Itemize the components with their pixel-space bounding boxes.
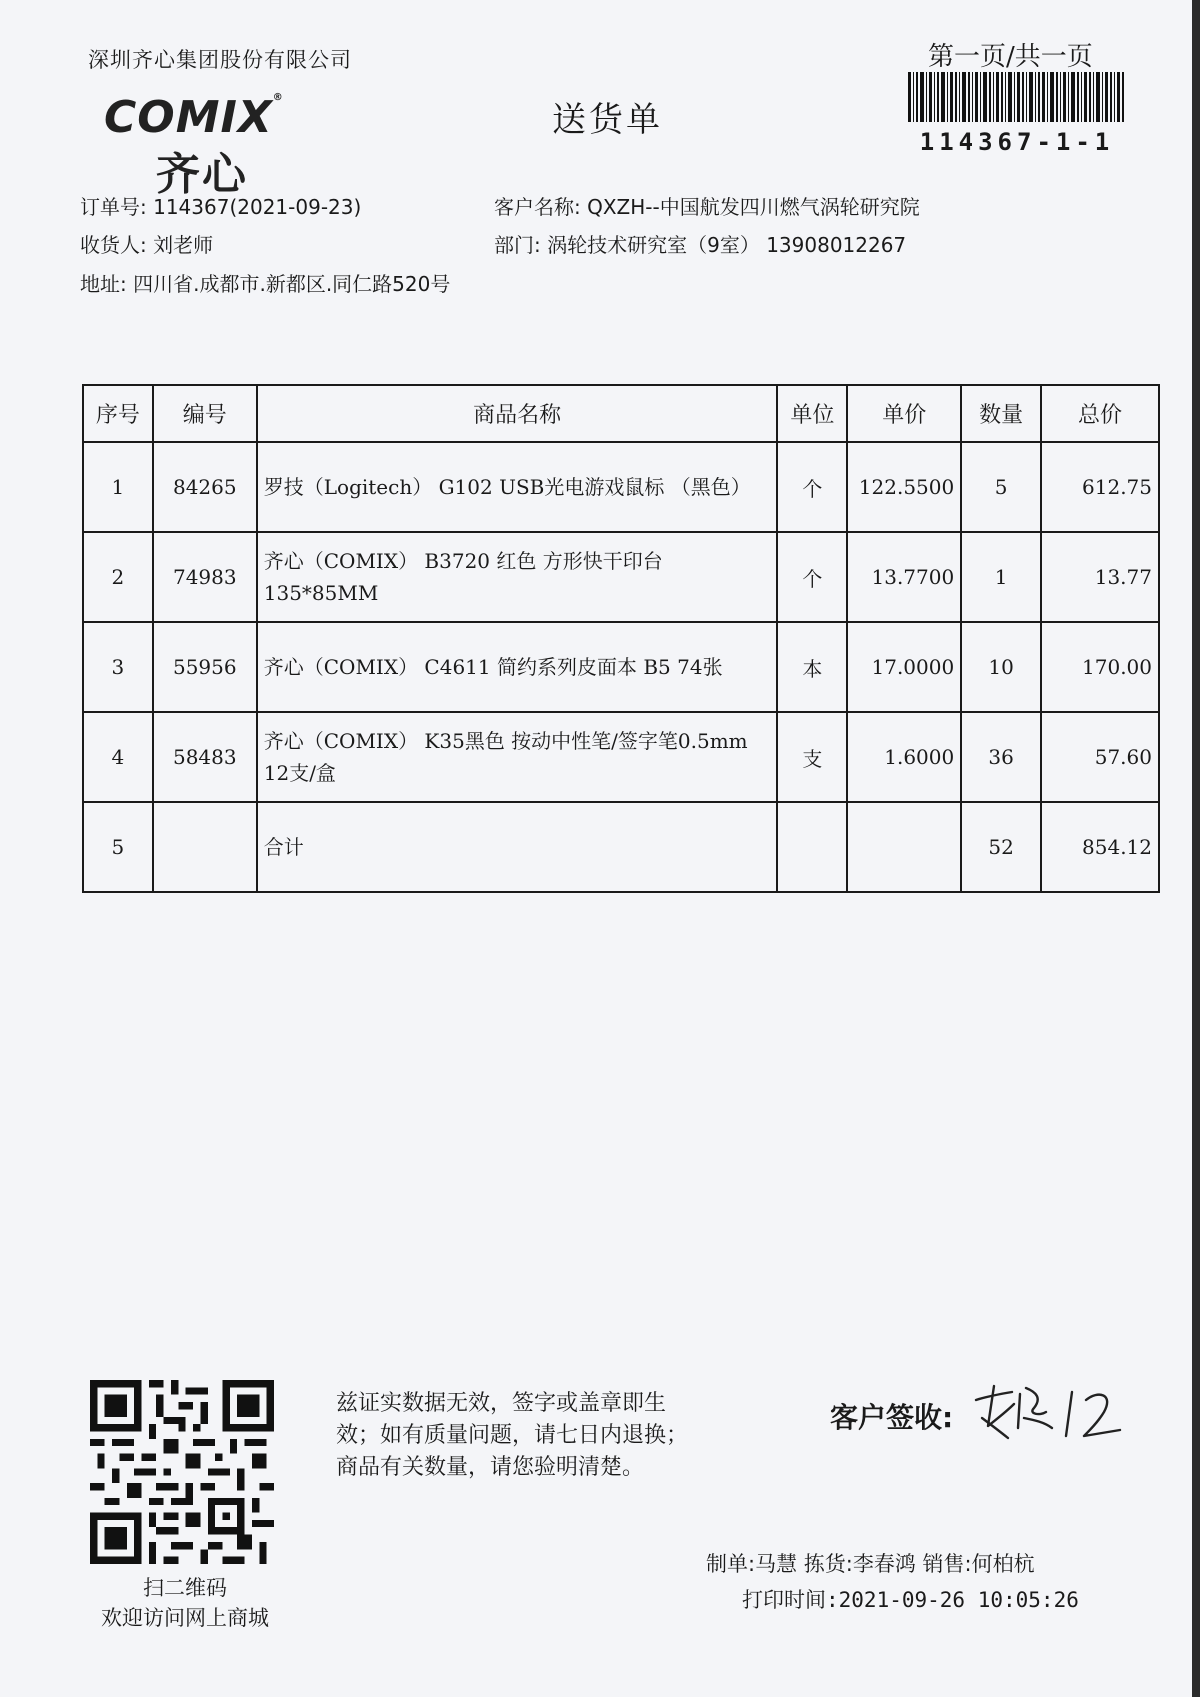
- customer-name: [494, 191, 920, 220]
- table-total-row: [83, 802, 1159, 892]
- header-seq: 序号: [83, 385, 153, 442]
- barcode-number: 114367-1-1: [919, 128, 1115, 156]
- customer-label: 客户名称:: [494, 195, 581, 219]
- document-title: 送货单: [552, 100, 663, 140]
- handwritten-signature: [968, 1378, 1128, 1448]
- department: [494, 229, 906, 258]
- table-row: [83, 442, 1159, 532]
- cell-unit-price: 122.5500: [847, 442, 961, 532]
- cell-total: 13.77: [1041, 532, 1159, 622]
- cell-unit: 本: [777, 622, 847, 712]
- cell-grand-total: 854.12: [1041, 802, 1159, 892]
- cell-unit-price: 17.0000: [847, 622, 961, 712]
- header-quantity: 数量: [961, 385, 1041, 442]
- cell-code: 74983: [153, 532, 257, 622]
- cell-quantity: 10: [961, 622, 1041, 712]
- print-time: 打印时间:2021-09-26 10:05:26: [742, 1588, 1079, 1612]
- cell-code: 84265: [153, 442, 257, 532]
- cell-product-name: 罗技（Logitech） G102 USB光电游戏鼠标 （黑色）: [257, 442, 778, 532]
- cell-seq: 5: [83, 802, 153, 892]
- cell-seq: 1: [83, 442, 153, 532]
- cell-code: 58483: [153, 712, 257, 802]
- table-row: [83, 622, 1159, 712]
- cell-quantity: 1: [961, 532, 1041, 622]
- cell-unit-price: 1.6000: [847, 712, 961, 802]
- receiver: [80, 229, 213, 258]
- cell-unit: 支: [777, 712, 847, 802]
- qr-caption: 扫二维码 欢迎访问网上商城: [101, 1576, 269, 1630]
- receiver-label: 收货人:: [80, 233, 147, 257]
- cell-total-label: 合计: [257, 802, 778, 892]
- cell-quantity: 5: [961, 442, 1041, 532]
- cell-total: 57.60: [1041, 712, 1159, 802]
- order-value: 114367(2021-09-23): [153, 195, 362, 219]
- table-header-row: [83, 385, 1159, 442]
- department-label: 部门:: [494, 233, 541, 257]
- department-value: 涡轮技术研究室（9室） 13908012267: [547, 233, 907, 257]
- cell-total: 612.75: [1041, 442, 1159, 532]
- cell-seq: 2: [83, 532, 153, 622]
- customer-value: QXZH--中国航发四川燃气涡轮研究院: [587, 195, 920, 219]
- receiver-value: 刘老师: [153, 233, 214, 257]
- page-indicator: 第一页/共一页: [928, 42, 1093, 72]
- table-row: [83, 532, 1159, 622]
- cell-seq: 4: [83, 712, 153, 802]
- address: [80, 268, 450, 297]
- address-value: 四川省.成都市.新都区.同仁路520号: [133, 272, 451, 296]
- cell-product-name: 齐心（COMIX） C4611 简约系列皮面本 B5 74张: [257, 622, 778, 712]
- cell-total: 170.00: [1041, 622, 1159, 712]
- items-table: [82, 384, 1160, 893]
- comix-logo-cn: 齐心: [156, 149, 248, 200]
- header-unit: 单位: [777, 385, 847, 442]
- cell-unit: 个: [777, 442, 847, 532]
- staff-info: 制单:马慧 拣货:李春鸿 销售:何柏杭: [706, 1552, 1035, 1576]
- cell-code: [153, 802, 257, 892]
- header-total: 总价: [1041, 385, 1159, 442]
- company-name: 深圳齐心集团股份有限公司: [88, 48, 352, 72]
- address-label: 地址:: [80, 272, 127, 296]
- cell-total-quantity: 52: [961, 802, 1041, 892]
- order-number: [80, 191, 361, 220]
- cell-unit: [777, 802, 847, 892]
- header-code: 编号: [153, 385, 257, 442]
- cell-unit: 个: [777, 532, 847, 622]
- cell-product-name: 齐心（COMIX） B3720 红色 方形快干印台 135*85MM: [257, 532, 778, 622]
- order-label: 订单号:: [80, 195, 147, 219]
- comix-logo: COMIX®: [104, 92, 284, 143]
- customer-sign-label: 客户签收:: [830, 1401, 954, 1434]
- table-row: [83, 712, 1159, 802]
- cell-quantity: 36: [961, 712, 1041, 802]
- header-unit-price: 单价: [847, 385, 961, 442]
- cell-unit-price: 13.7700: [847, 532, 961, 622]
- cell-product-name: 齐心（COMIX） K35黑色 按动中性笔/签字笔0.5mm 12支/盒: [257, 712, 778, 802]
- qr-code-icon: [90, 1380, 274, 1564]
- barcode: [908, 72, 1124, 122]
- cell-code: 55956: [153, 622, 257, 712]
- header-product-name: 商品名称: [257, 385, 778, 442]
- notice-text: 兹证实数据无效，签字或盖章即生 效；如有质量问题，请七日内退换； 商品有关数量，请您验明清楚。: [336, 1391, 689, 1480]
- cell-unit-price: [847, 802, 961, 892]
- cell-seq: 3: [83, 622, 153, 712]
